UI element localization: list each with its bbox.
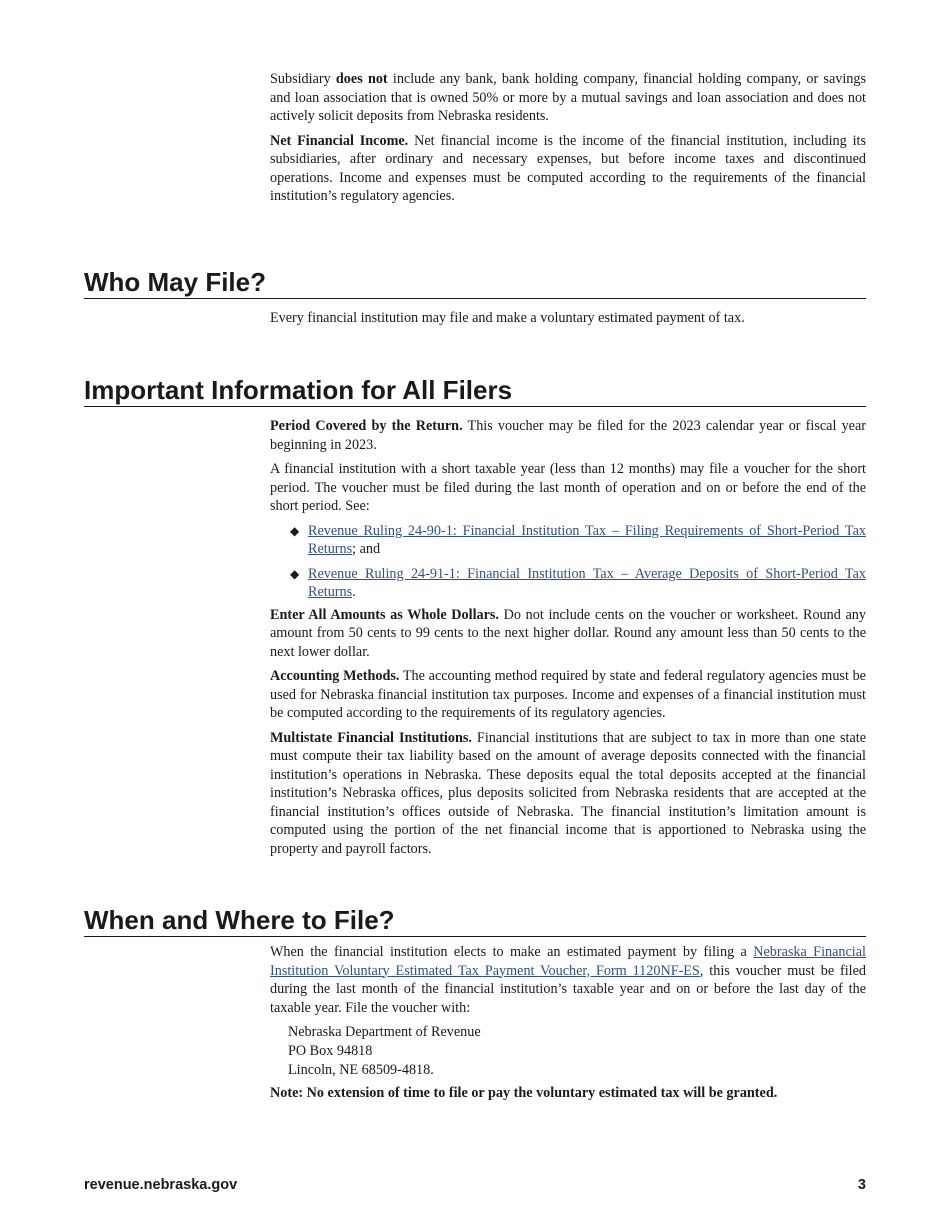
subsidiary-emphasis: does not xyxy=(335,71,388,87)
revenue-ruling-24-90-1-link[interactable]: Revenue Ruling 24-90-1: Financial Institution Tax – Filing Requirements of Short-Period Tax Returns xyxy=(308,522,866,557)
when-where-section xyxy=(270,943,866,1103)
list-item xyxy=(270,522,866,559)
address-line: Nebraska Department of Revenue xyxy=(288,1024,481,1040)
revenue-ruling-list xyxy=(270,522,866,602)
whole-dollars-text: Do not include cents on the voucher or worksheet. Round any amount from 50 cents to 99 cents to the next higher dollar. Round any amount less than 50 cents to the next lower dollar. xyxy=(270,606,866,660)
bullet1-suffix: ; and xyxy=(352,541,381,557)
net-financial-income-paragraph xyxy=(270,132,866,206)
address-line: PO Box 94818 xyxy=(288,1043,373,1059)
who-may-file-text: Every financial institution may file and make a voluntary estimated payment of tax. xyxy=(270,310,745,326)
page-number: 3 xyxy=(857,1177,866,1193)
who-may-file-heading: Who May File? xyxy=(84,267,866,299)
mailing-address xyxy=(288,1023,866,1080)
whole-dollars-term: Enter All Amounts as Whole Dollars. xyxy=(270,606,499,623)
revenue-ruling-24-91-1-link[interactable]: Revenue Ruling 24-91-1: Financial Institution Tax – Average Deposits of Short-Period Tax Returns xyxy=(308,565,866,600)
accounting-methods-term: Accounting Methods. xyxy=(270,668,400,684)
when-where-paragraph xyxy=(270,943,866,1017)
when-where-text-start: When the financial institution elects to make an estimated payment by filing a xyxy=(270,944,754,960)
multistate-term: Multistate Financial Institutions. xyxy=(270,729,472,746)
diamond-bullet-icon: ◆ xyxy=(290,566,300,581)
accounting-methods-paragraph xyxy=(270,667,866,723)
net-financial-income-definition: Net financial income is the income of the financial institution, including its subsidiaries, after ordinary and necessary expenses, but before income taxes and discontinued operations. Income and expenses must be computed according to the requirements of the financial institution’s regulatory agencies. xyxy=(270,132,866,204)
no-extension-note: Note: No extension of time to file or pay the voluntary estimated tax will be granted. xyxy=(270,1085,778,1101)
intro-section xyxy=(270,70,866,206)
subsidiary-text-rest: include any bank, bank holding company, financial holding company, or savings and loan association that is owned 50% or more by a mutual savings and loan association and does not actively solicit deposits from Nebraska residents. xyxy=(270,71,866,124)
multistate-text: Financial institutions that are subject to tax in more than one state must compute their tax liability based on the amount of average deposits connected with the financial institution’s operations in Nebraska. These deposits equal the total deposits accepted at the financial institution’s Nebraska offices, plus deposits solicited from Nebraska residents that are accepted at the financial institution’s offices outside of Nebraska. The financial institution’s limitation amount is computed using the portion of the net financial income that is apportioned to Nebraska using the property and payroll factors. xyxy=(270,729,866,857)
list-item xyxy=(270,565,866,602)
when-where-text-rest: , this voucher must be filed during the last month of the financial institution’s taxable year and on or before the last day of the taxable year. File the voucher with: xyxy=(270,962,866,1016)
diamond-bullet-icon: ◆ xyxy=(290,523,300,538)
multistate-paragraph xyxy=(270,729,866,859)
period-covered-paragraph xyxy=(270,417,866,454)
net-financial-income-term: Net Financial Income. xyxy=(270,132,409,149)
accounting-methods-text: The accounting method required by state and federal regulatory agencies must be used for Nebraska financial institution tax purposes. Income and expenses of a financial institution must be computed according to the requirements of its regulatory agencies. xyxy=(270,668,866,721)
who-may-file-section xyxy=(270,309,866,328)
bullet2-suffix: . xyxy=(352,584,356,600)
period-covered-text: This voucher may be filed for the 2023 calendar year or fiscal year beginning in 2023. xyxy=(270,418,866,453)
period-covered-term: Period Covered by the Return. xyxy=(270,418,463,434)
when-where-heading: When and Where to File? xyxy=(84,905,866,937)
important-info-section xyxy=(270,417,866,858)
footer-website: revenue.nebraska.gov xyxy=(84,1177,238,1193)
form-1120nf-es-link[interactable]: Nebraska Financial Institution Voluntary Estimated Tax Payment Voucher, Form 1120NF-ES xyxy=(270,944,866,979)
subsidiary-text-start: Subsidiary xyxy=(270,71,336,87)
whole-dollars-paragraph xyxy=(270,606,866,662)
address-line: Lincoln, NE 68509-4818. xyxy=(288,1062,434,1078)
important-info-heading: Important Information for All Filers xyxy=(84,375,866,407)
subsidiary-paragraph xyxy=(270,70,866,126)
short-year-paragraph: A financial institution with a short taxable year (less than 12 months) may file a voucher for the short period. The voucher must be filed during the last month of operation and on or before the end of the short period. See: xyxy=(270,461,866,514)
